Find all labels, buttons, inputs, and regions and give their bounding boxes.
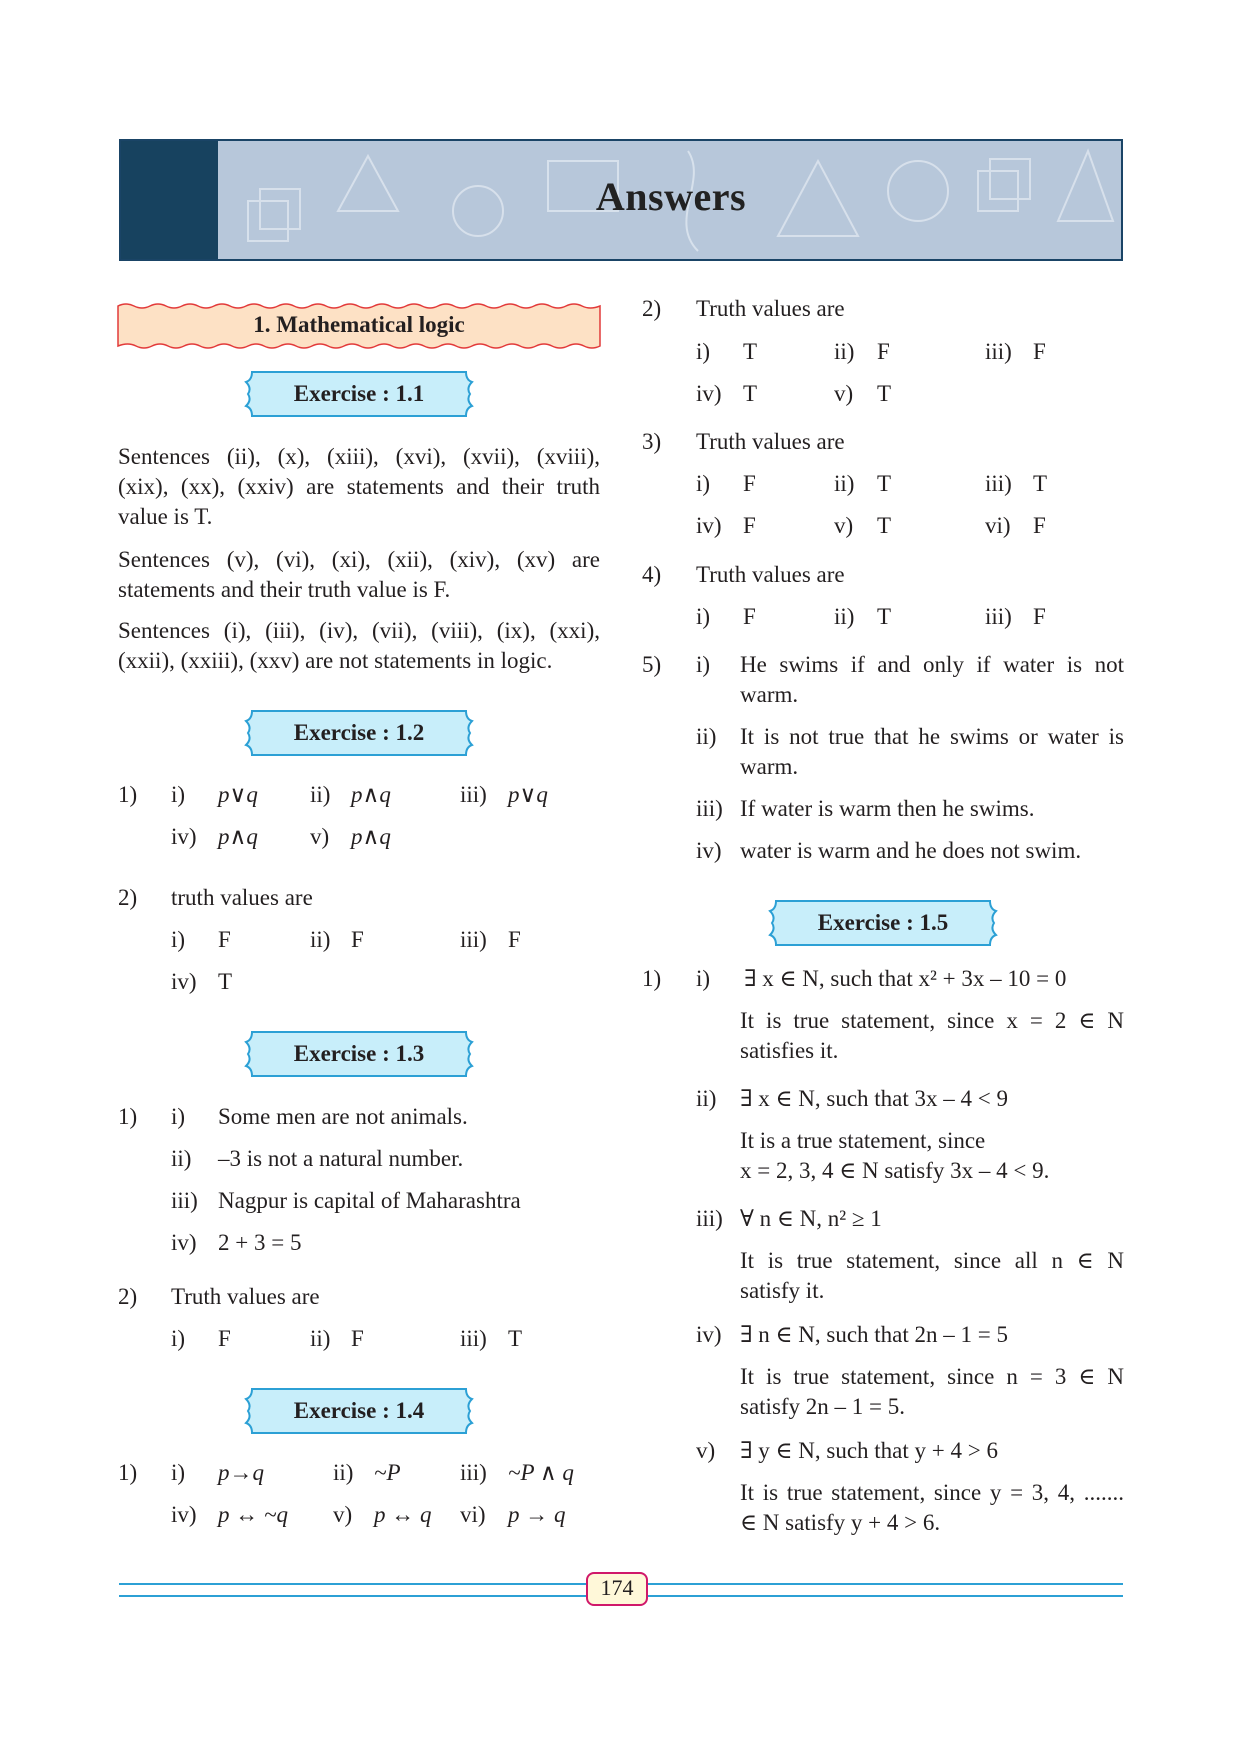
item-number: ii) bbox=[333, 1460, 354, 1485]
item-number: vi) bbox=[985, 513, 1011, 538]
answer-value: p∨q bbox=[508, 782, 548, 807]
answer-text: It is not true that he swims or water is warm. bbox=[740, 724, 1124, 779]
exercise-1-3-label: Exercise : 1.3 bbox=[293, 1041, 425, 1066]
item-number: vi) bbox=[460, 1502, 486, 1527]
question-text: truth values are bbox=[171, 885, 313, 910]
footer-rule-bottom bbox=[119, 1595, 586, 1597]
item-number: ii) bbox=[310, 927, 331, 952]
item-number: v) bbox=[310, 824, 330, 849]
statement: ∀ n ∈ N, n² ≥ 1 bbox=[740, 1206, 882, 1231]
answer-value: ~P ∧ q bbox=[508, 1460, 574, 1485]
answer-value: F bbox=[743, 471, 756, 496]
item-number: v) bbox=[834, 513, 854, 538]
answer-value: T bbox=[877, 604, 892, 629]
page-number: 174 bbox=[600, 1575, 634, 1600]
item-number: i) bbox=[696, 652, 711, 677]
answer-value: T bbox=[743, 339, 758, 364]
item-number: iv) bbox=[696, 838, 722, 863]
answers-banner bbox=[119, 139, 1123, 261]
page-title: Answers bbox=[595, 174, 747, 219]
exercise-1-1-label: Exercise : 1.1 bbox=[293, 381, 425, 406]
item-number: iii) bbox=[696, 1206, 723, 1231]
item-number: i) bbox=[696, 471, 711, 496]
explanation: It is a true statement, since x = 2, 3, 4 ∈ N satisfy 3x – 4 < 9. bbox=[740, 1128, 1050, 1183]
item-number: i) bbox=[171, 927, 186, 952]
item-number: iii) bbox=[171, 1188, 198, 1213]
item-number: iii) bbox=[460, 1460, 487, 1485]
ex11-paragraph-1: Sentences (ii), (x), (xiii), (xvi), (xvii), (xviii), (xix), (xx), (xxiv) are statements and their truth value is T. bbox=[118, 444, 600, 529]
answer-value: T bbox=[743, 381, 758, 406]
answer-text: water is warm and he does not swim. bbox=[740, 838, 1082, 863]
item-number: iv) bbox=[696, 381, 722, 406]
answer-value: T bbox=[877, 513, 892, 538]
answer-value: F bbox=[1033, 513, 1046, 538]
item-number: ii) bbox=[310, 782, 331, 807]
answer-value: T bbox=[877, 381, 892, 406]
answer-value: F bbox=[351, 1326, 364, 1351]
item-number: ii) bbox=[834, 339, 855, 364]
item-number: iii) bbox=[985, 471, 1012, 496]
item-number: iv) bbox=[171, 1502, 197, 1527]
statement: ∃ x ∈ N, such that x² + 3x – 10 = 0 bbox=[744, 966, 1067, 991]
item-number: iv) bbox=[171, 969, 197, 994]
item-number: i) bbox=[171, 1326, 186, 1351]
answer-value: p∧q bbox=[351, 782, 391, 807]
footer-rule-top bbox=[648, 1583, 1123, 1585]
question-number: 5) bbox=[642, 652, 662, 677]
item-number: v) bbox=[696, 1438, 716, 1463]
ex11-paragraph-3: Sentences (i), (iii), (iv), (vii), (viii), (ix), (xxi), (xxii), (xxiii), (xxv) are not statements in logic. bbox=[118, 618, 600, 673]
answer-value: ~P bbox=[374, 1460, 401, 1485]
item-number: ii) bbox=[310, 1326, 331, 1351]
question-text: Truth values are bbox=[696, 429, 845, 454]
answer-value: Some men are not animals. bbox=[218, 1104, 468, 1129]
answer-value: F bbox=[218, 1326, 231, 1351]
question-number: 3) bbox=[642, 429, 662, 454]
answer-value: F bbox=[351, 927, 364, 952]
question-number: 1) bbox=[118, 1104, 138, 1129]
explanation: It is true statement, since x = 2 ∈ N satisfies it. bbox=[740, 1008, 1124, 1063]
item-number: i) bbox=[171, 1104, 186, 1129]
item-number: iii) bbox=[985, 604, 1012, 629]
question-number: 2) bbox=[118, 1284, 138, 1309]
explanation: It is true statement, since n = 3 ∈ N satisfy 2n – 1 = 5. bbox=[740, 1364, 1124, 1419]
question-number: 1) bbox=[642, 966, 662, 991]
answer-value: T bbox=[1033, 471, 1048, 496]
answer-value: p∧q bbox=[351, 824, 391, 849]
item-number: i) bbox=[171, 1460, 186, 1485]
explanation: It is true statement, since all n ∈ N satisfy it. bbox=[740, 1248, 1124, 1303]
footer-rule-top bbox=[119, 1583, 586, 1585]
item-number: i) bbox=[696, 966, 711, 991]
answer-value: F bbox=[508, 927, 521, 952]
item-number: iii) bbox=[696, 796, 723, 821]
item-number: iii) bbox=[460, 927, 487, 952]
exercise-1-4-label: Exercise : 1.4 bbox=[293, 1398, 425, 1423]
question-text: Truth values are bbox=[696, 296, 845, 321]
item-number: iv) bbox=[696, 1322, 722, 1347]
explanation: It is true statement, since y = 3, 4, ....... ∈ N satisfy y + 4 > 6. bbox=[740, 1480, 1124, 1535]
question-number: 1) bbox=[118, 1460, 138, 1485]
item-number: iii) bbox=[460, 1326, 487, 1351]
answer-value: F bbox=[877, 339, 890, 364]
answer-value: F bbox=[743, 513, 756, 538]
question-number: 2) bbox=[642, 296, 662, 321]
answer-value: T bbox=[508, 1326, 523, 1351]
answer-value: F bbox=[1033, 339, 1046, 364]
item-number: i) bbox=[696, 604, 711, 629]
answer-text: He swims if and only if water is not warm. bbox=[740, 652, 1124, 707]
answer-value: p∧q bbox=[218, 824, 258, 849]
item-number: ii) bbox=[696, 1086, 717, 1111]
answer-value: Nagpur is capital of Maharashtra bbox=[218, 1188, 521, 1213]
item-number: iii) bbox=[985, 339, 1012, 364]
exercise-1-5-label: Exercise : 1.5 bbox=[817, 910, 949, 935]
answer-value: p ↔ q bbox=[374, 1502, 432, 1527]
item-number: iv) bbox=[171, 1230, 197, 1255]
statement: ∃ y ∈ N, such that y + 4 > 6 bbox=[740, 1438, 998, 1463]
item-number: ii) bbox=[834, 471, 855, 496]
item-number: v) bbox=[333, 1502, 353, 1527]
item-number: iv) bbox=[171, 824, 197, 849]
answer-value: p ↔ ~q bbox=[218, 1502, 288, 1527]
question-number: 2) bbox=[118, 885, 138, 910]
chapter-title: 1. Mathematical logic bbox=[253, 312, 465, 337]
answer-value: p → q bbox=[508, 1502, 566, 1527]
question-number: 1) bbox=[118, 782, 138, 807]
answer-value: T bbox=[218, 969, 233, 994]
ex11-paragraph-2: Sentences (v), (vi), (xi), (xii), (xiv), (xv) are statements and their truth value is F. bbox=[118, 547, 600, 602]
answer-value: F bbox=[743, 604, 756, 629]
answer-value: F bbox=[218, 927, 231, 952]
answer-text: If water is warm then he swims. bbox=[740, 796, 1035, 821]
item-number: ii) bbox=[696, 724, 717, 749]
answer-value: p∨q bbox=[218, 782, 258, 807]
question-number: 4) bbox=[642, 562, 662, 587]
item-number: iii) bbox=[460, 782, 487, 807]
answer-value: T bbox=[877, 471, 892, 496]
item-number: ii) bbox=[834, 604, 855, 629]
question-text: Truth values are bbox=[171, 1284, 320, 1309]
footer-rule-bottom bbox=[648, 1595, 1123, 1597]
item-number: i) bbox=[696, 339, 711, 364]
item-number: i) bbox=[171, 782, 186, 807]
answer-value: 2 + 3 = 5 bbox=[218, 1230, 302, 1255]
item-number: ii) bbox=[171, 1146, 192, 1171]
question-text: Truth values are bbox=[696, 562, 845, 587]
answer-value: F bbox=[1033, 604, 1046, 629]
answer-value: p→q bbox=[218, 1460, 264, 1485]
statement: ∃ x ∈ N, such that 3x – 4 < 9 bbox=[740, 1086, 1008, 1111]
exercise-1-2-label: Exercise : 1.2 bbox=[293, 720, 425, 745]
item-number: iv) bbox=[696, 513, 722, 538]
item-number: v) bbox=[834, 381, 854, 406]
answer-value: –3 is not a natural number. bbox=[218, 1146, 464, 1171]
statement: ∃ n ∈ N, such that 2n – 1 = 5 bbox=[740, 1322, 1008, 1347]
